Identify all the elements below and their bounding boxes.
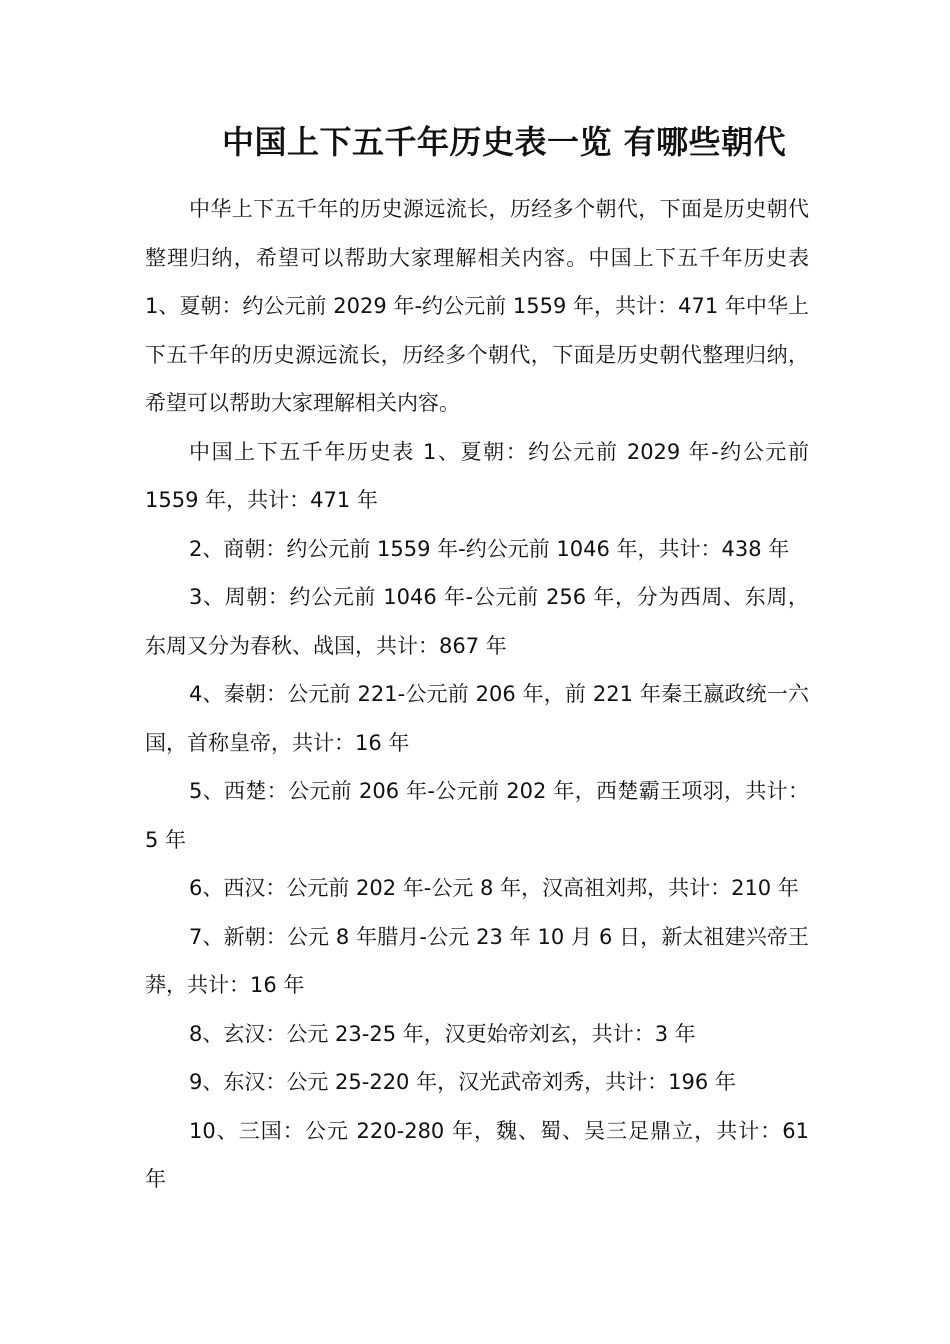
paragraph-western-chu: 5、西楚：公元前 206 年-公元前 202 年，西楚霸王项羽，共计：5 年 [145, 779, 809, 852]
paragraph-intro: 中华上下五千年的历史源远流长，历经多个朝代，下面是历史朝代整理归纳，希望可以帮助大家理解相关内容。中国上下五千年历史表 1、夏朝：约公元前 2029 年-约公元前 1559 年，共计：471 年中华上下五千年的历史源远流长，历经多个朝代，下面是历史朝代整理归纳，希望可以帮助大家理解相关内容。 [145, 197, 809, 415]
document-body [145, 185, 809, 1204]
paragraph-shang-dynasty: 2、商朝：约公元前 1559 年-约公元前 1046 年，共计：438 年 [189, 536, 790, 561]
paragraph-qin-dynasty: 4、秦朝：公元前 221-公元前 206 年，前 221 年秦王嬴政统一六国，首称皇帝，共计：16 年 [145, 682, 809, 755]
paragraph-xin-dynasty: 7、新朝：公元 8 年腊月-公元 23 年 10 月 6 日，新太祖建兴帝王莽，共计：16 年 [145, 924, 809, 997]
paragraph-zhou-dynasty: 3、周朝：约公元前 1046 年-公元前 256 年，分为西周、东周，东周又分为春秋、战国，共计：867 年 [145, 585, 809, 658]
document-title: 中国上下五千年历史表一览 有哪些朝代 [222, 123, 787, 161]
paragraph-western-han: 6、西汉：公元前 202 年-公元 8 年，汉高祖刘邦，共计：210 年 [189, 876, 799, 900]
paragraph-xuan-han: 8、玄汉：公元 23-25 年，汉更始帝刘玄，共计：3 年 [189, 1021, 696, 1046]
paragraph-eastern-han: 9、东汉：公元 25-220 年，汉光武帝刘秀，共计：196 年 [189, 1070, 736, 1094]
paragraph-xia-dynasty: 中国上下五千年历史表 1、夏朝：约公元前 2029 年-约公元前 1559 年，共计：471 年 [145, 439, 809, 512]
paragraph-three-kingdoms: 10、三国：公元 220-280 年，魏、蜀、吴三足鼎立，共计：61 年 [145, 1118, 809, 1191]
